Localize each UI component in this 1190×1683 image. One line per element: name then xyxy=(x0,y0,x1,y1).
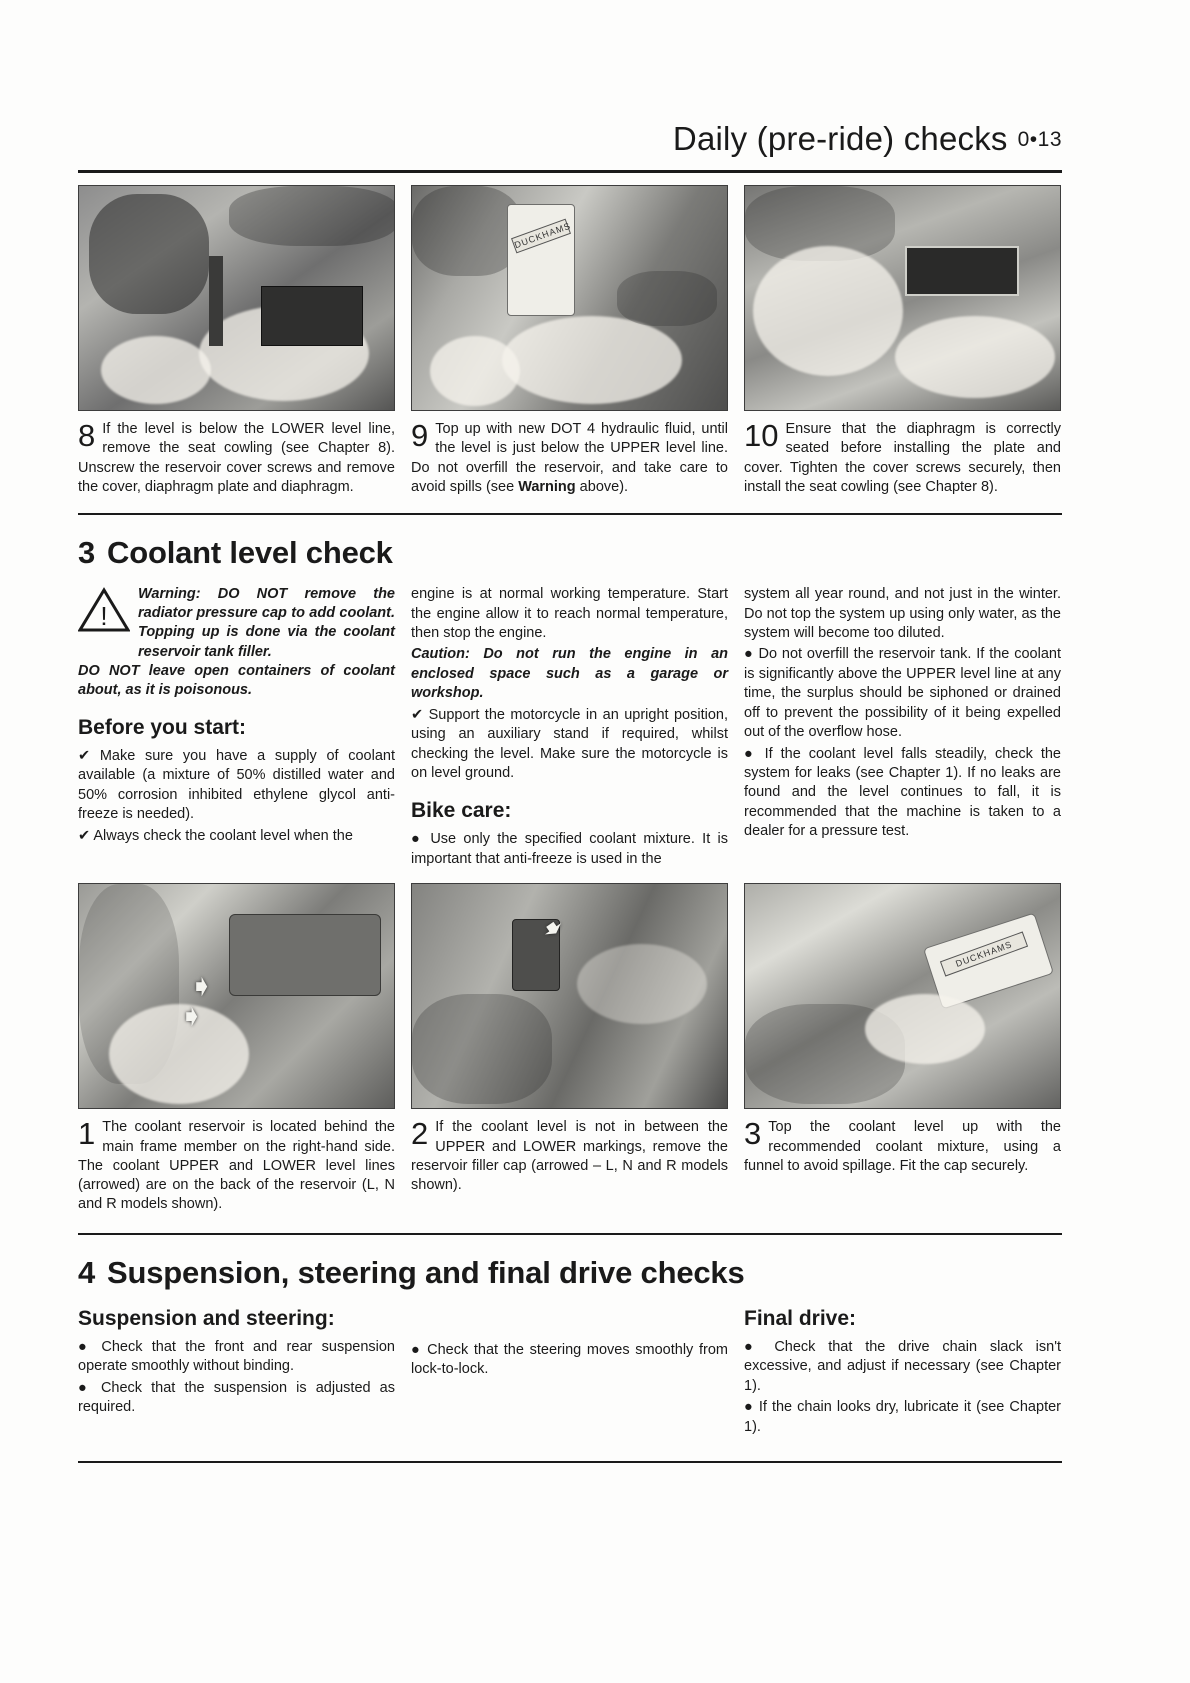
warning-triangle-icon xyxy=(78,587,130,633)
coolant-step-2-caption xyxy=(411,1118,728,1195)
arrow-marker-icon: ➧ xyxy=(179,1000,205,1034)
coolant-system-paragraph: system all year round, and not just in the winter. Do not top the system up using only water, as the system will become too diluted. xyxy=(744,586,1061,641)
arrow-marker-icon: ➧ xyxy=(189,970,215,1004)
coolant-reservoir-location-photo xyxy=(78,883,395,1109)
final-drive-item: ● Check that the drive chain slack isn't excessive, and adjust if necessary (see Chapter 1). xyxy=(744,1338,1061,1394)
header-rule xyxy=(78,170,1062,173)
bike-care-heading: Bike care: xyxy=(411,799,512,823)
brake-step-10-block xyxy=(744,185,1061,497)
step-number: 3 xyxy=(744,1116,762,1152)
section3-heading xyxy=(78,535,1062,571)
bike-care-item: ● Use only the specified coolant mixture. It is important that anti-freeze is used in the xyxy=(411,831,728,867)
brake-step-10-caption xyxy=(744,420,1061,497)
coolant-temp-paragraph: engine is at normal working temperature. Start the engine allow it to reach normal temperature, then stop the engine. xyxy=(411,586,728,641)
section3-columns xyxy=(78,585,1062,871)
topping-up-brake-fluid-photo xyxy=(411,185,728,411)
page-header xyxy=(78,120,1062,166)
reservoir-filler-cap-photo xyxy=(411,883,728,1109)
warning-text: Warning: DO NOT remove the radiator pressure cap to add coolant. Topping up is done via the coolant reservoir tank filler. xyxy=(138,586,395,660)
section3-column-1 xyxy=(78,585,395,871)
coolant-photo-row xyxy=(78,883,1062,1214)
before-item: ✔ Always check the coolant level when the xyxy=(78,827,353,844)
coolant-bullet: ● Do not overfill the reservoir tank. If the coolant is significantly above the UPPER level line at any time, the surplus should be siphoned or drained off to prevent the possibility of it being expelled out of the overflow hose. xyxy=(744,646,1061,741)
folio-number: 0•13 xyxy=(1017,128,1062,151)
brake-photo-row xyxy=(78,185,1062,497)
page-title: Daily (pre-ride) checks xyxy=(672,120,1008,157)
step-number: 1 xyxy=(78,1116,96,1152)
step-number: 8 xyxy=(78,418,96,453)
coolant-step-2-block xyxy=(411,883,728,1214)
diaphragm-seating-photo xyxy=(744,185,1061,411)
section4-number: 4 xyxy=(78,1254,96,1290)
brake-step-8-caption xyxy=(78,420,395,497)
page-bottom-rule xyxy=(78,1461,1062,1463)
section4-column-2 xyxy=(411,1305,728,1439)
support-motorcycle-text: ✔ Support the motorcycle in an upright position, using an auxiliary stand if required, whilst checking the level. Make sure the motorcycle is on level ground. xyxy=(411,706,728,781)
warning-text-continued: DO NOT leave open containers of coolant about, as it is poisonous. xyxy=(78,662,395,698)
step-text: If the coolant level is not in between the UPPER and LOWER markings, remove the reservoir filler cap (arrowed – L, N and R models shown). xyxy=(411,1119,728,1194)
coolant-step-3-block xyxy=(744,883,1061,1214)
warning-block xyxy=(78,585,395,662)
arrow-marker-icon: ➧ xyxy=(532,909,574,949)
step-text: Top up with new DOT 4 hydraulic fluid, until the level is just below the UPPER level line. Do not overfill the reservoir, and take care to avoid spills (see Warning above). xyxy=(411,421,728,495)
topping-up-coolant-photo xyxy=(744,883,1061,1109)
step-number: 10 xyxy=(744,418,779,453)
brake-reservoir-removal-photo xyxy=(78,185,395,411)
section3-number: 3 xyxy=(78,535,96,571)
coolant-step-3-caption xyxy=(744,1118,1061,1176)
coolant-step-1-caption xyxy=(78,1118,395,1214)
step-text: Ensure that the diaphragm is correctly seated before installing the plate and cover. Tighten the cover screws securely, then install the seat cowling (see Chapter 8). xyxy=(744,421,1061,495)
step-text: The coolant reservoir is located behind the main frame member on the right-hand side. The coolant UPPER and LOWER level lines (arrowed) are on the back of the reservoir (L, N and R models shown). xyxy=(78,1119,395,1213)
before-you-start-heading: Before you start: xyxy=(78,715,247,739)
section4-top-rule xyxy=(78,1233,1062,1235)
coolant-step-1-block xyxy=(78,883,395,1214)
step-number: 9 xyxy=(411,418,429,453)
section3-column-2 xyxy=(411,585,728,871)
section4-title: Suspension, steering and final drive checks xyxy=(107,1254,745,1290)
coolant-bullet: ● If the coolant level falls steadily, check the system for leaks (see Chapter 1). If no leaks are found and the level continues to fall, it is recommended that the machine is taken to a dealer for a pressure test. xyxy=(744,745,1061,840)
step-text: If the level is below the LOWER level line, remove the seat cowling (see Chapter 8). Unscrew the reservoir cover screws and remove the cover, diaphragm plate and diaphragm. xyxy=(78,421,395,495)
brake-step-9-block xyxy=(411,185,728,497)
suspension-steering-heading: Suspension and steering: xyxy=(78,1306,335,1330)
step-number: 2 xyxy=(411,1116,429,1152)
fluid-bottle-label: DUCKHAMS xyxy=(511,219,571,254)
brake-step-8-block xyxy=(78,185,395,497)
coolant-bottle-label: DUCKHAMS xyxy=(940,932,1028,977)
suspension-item: ● Check that the suspension is adjusted as required. xyxy=(78,1379,395,1416)
page-content xyxy=(78,120,1062,1463)
svg-text:!: ! xyxy=(100,601,108,632)
brake-step-9-caption xyxy=(411,420,728,497)
section3-column-3 xyxy=(744,585,1061,871)
section3-title: Coolant level check xyxy=(107,535,393,571)
section4-column-1 xyxy=(78,1305,395,1439)
section4-columns xyxy=(78,1305,1062,1439)
before-item: ✔ Make sure you have a supply of coolant available (a mixture of 50% distilled water and 50% corrosion inhibited ethylene glycol anti-freeze is needed). xyxy=(78,748,395,823)
step-text: Top the coolant level up with the recommended coolant mixture, using a funnel to avoid spillage. Fit the cap securely. xyxy=(744,1119,1061,1174)
section4-column-3 xyxy=(744,1305,1061,1439)
section4-heading xyxy=(78,1255,1062,1291)
final-drive-heading: Final drive: xyxy=(744,1306,857,1330)
final-drive-item: ● If the chain looks dry, lubricate it (see Chapter 1). xyxy=(744,1399,1061,1435)
section3-top-rule xyxy=(78,513,1062,515)
steering-item: ● Check that the steering moves smoothly from lock-to-lock. xyxy=(411,1341,728,1378)
suspension-item: ● Check that the front and rear suspension operate smoothly without binding. xyxy=(78,1338,395,1375)
caution-text: Caution: Do not run the engine in an enclosed space such as a garage or workshop. xyxy=(411,646,728,702)
